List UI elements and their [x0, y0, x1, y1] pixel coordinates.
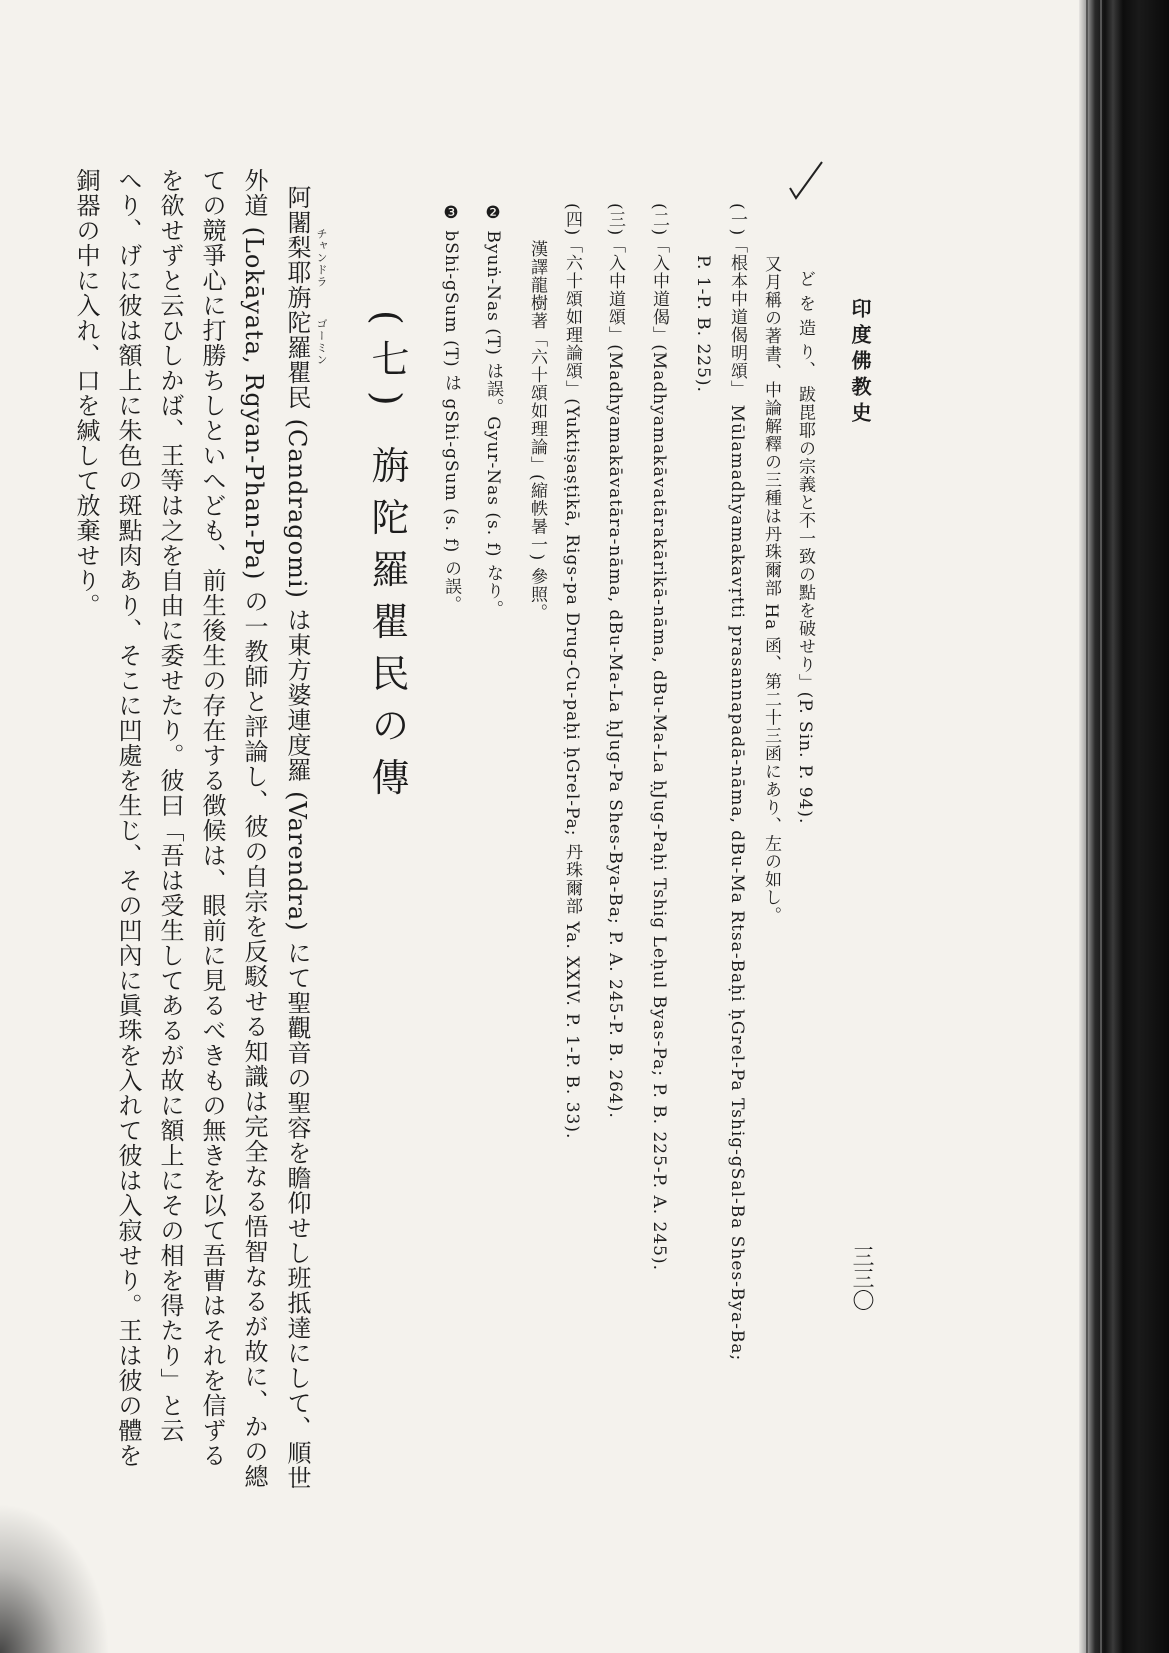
body-line: 阿闍梨耶旃陀羅瞿民 (Candragomi) は東方婆連度羅 (Varendra) にて聖觀音の聖容を瞻仰せし班抵達にして、順世 [283, 185, 311, 1491]
running-title: 印度佛教史 [848, 298, 872, 428]
note-line: 又月稱の著書、中論解釋の三種は丹珠爾部 Ha 函、第二十三函にあり、左の如し。 [761, 255, 781, 925]
check-mark-icon [788, 160, 828, 200]
body-line: 銅器の中に入れ、口を緘して放棄せり。 [72, 168, 100, 618]
book-binding-shadow [1079, 0, 1169, 1653]
binding-line [1086, 0, 1088, 1653]
note-item: (一)「根本中道偈明頌」 Mūlamadhyamakavṛtti prasannapadā-nāma, dBu-Ma Rtsa-Baḥi ḥGrel-Pa Tshig-gSal-Ba Shes-Bya-Ba; [727, 203, 747, 1362]
note-line: 漢譯龍樹著「六十頌如理論」(縮帙暑一) 參照。 [527, 240, 547, 622]
binding-line [1100, 0, 1102, 1653]
body-line: へり、げに彼は額上に朱色の斑點肉あり、そこに凹處を生じ、その凹內に眞珠を入れて彼は入寂せり。王は彼の體を [114, 168, 142, 1468]
page-number: 三三〇 [849, 1245, 874, 1311]
body-line: 外道 (Lokāyata, Rgyan-Phan-Pa) の一教師と評論し、彼の自宗を反駁せる知識は完全なる悟智なるが故に、かの總 [240, 168, 268, 1490]
note-item: ❸ bShi-gSum (T) は gShi-gSum (s. f) の誤。 [441, 203, 461, 614]
ruby-annotation: チャンドラ [315, 228, 328, 288]
note-item: (二)「入中道偈」(Madhyamakāvatārakārikā-nāma, dBu-Ma-La ḥJug-Paḥi Tshig Leḥul Byas-Pa; P. B. 225-P. A. 245). [649, 203, 669, 1272]
scan-smudge [0, 1503, 110, 1653]
section-title: (七) 旃陀羅瞿民の傳 [365, 310, 409, 810]
note-item: ❷ Byuṅ-Nas (T) は誤。Gyur-Nas (s. f) なり。 [483, 203, 503, 618]
ruby-annotation: ゴーミン [315, 318, 328, 366]
note-item: (三)「入中道頌」(Madhyamakāvatāra-nāma, dBu-Ma-La ḥJug-Pa Shes-Bya-Ba; P. A. 245-P. B. 264). [605, 203, 625, 1119]
body-line: を欲せずと云ひしかば、王等は之を自由に委せたり。彼曰「吾は受生してあるが故に額上にその相を得たり」と云 [156, 168, 184, 1443]
note-line: ど を 造 り、 跋毘耶の宗義と不一致の點を破せり」(P. Sin. P. 94). [795, 270, 815, 825]
note-item: (四)「六十頌如理論頌」(Yuktiṣaṣṭikā, Rigs-pa Drug-Cu-paḥi ḥGrel-Pa; 丹珠爾部 Ya. XXIV. P. 1-P. B. 33). [562, 203, 582, 1140]
note-line: P. 1-P. B. 225). [693, 255, 713, 393]
body-line: ての競爭心に打勝ちしといへども、前生後生の存在する徴候は、眼前に見るべきもの無きを以て吾曹はそれを信ずる [198, 168, 226, 1468]
